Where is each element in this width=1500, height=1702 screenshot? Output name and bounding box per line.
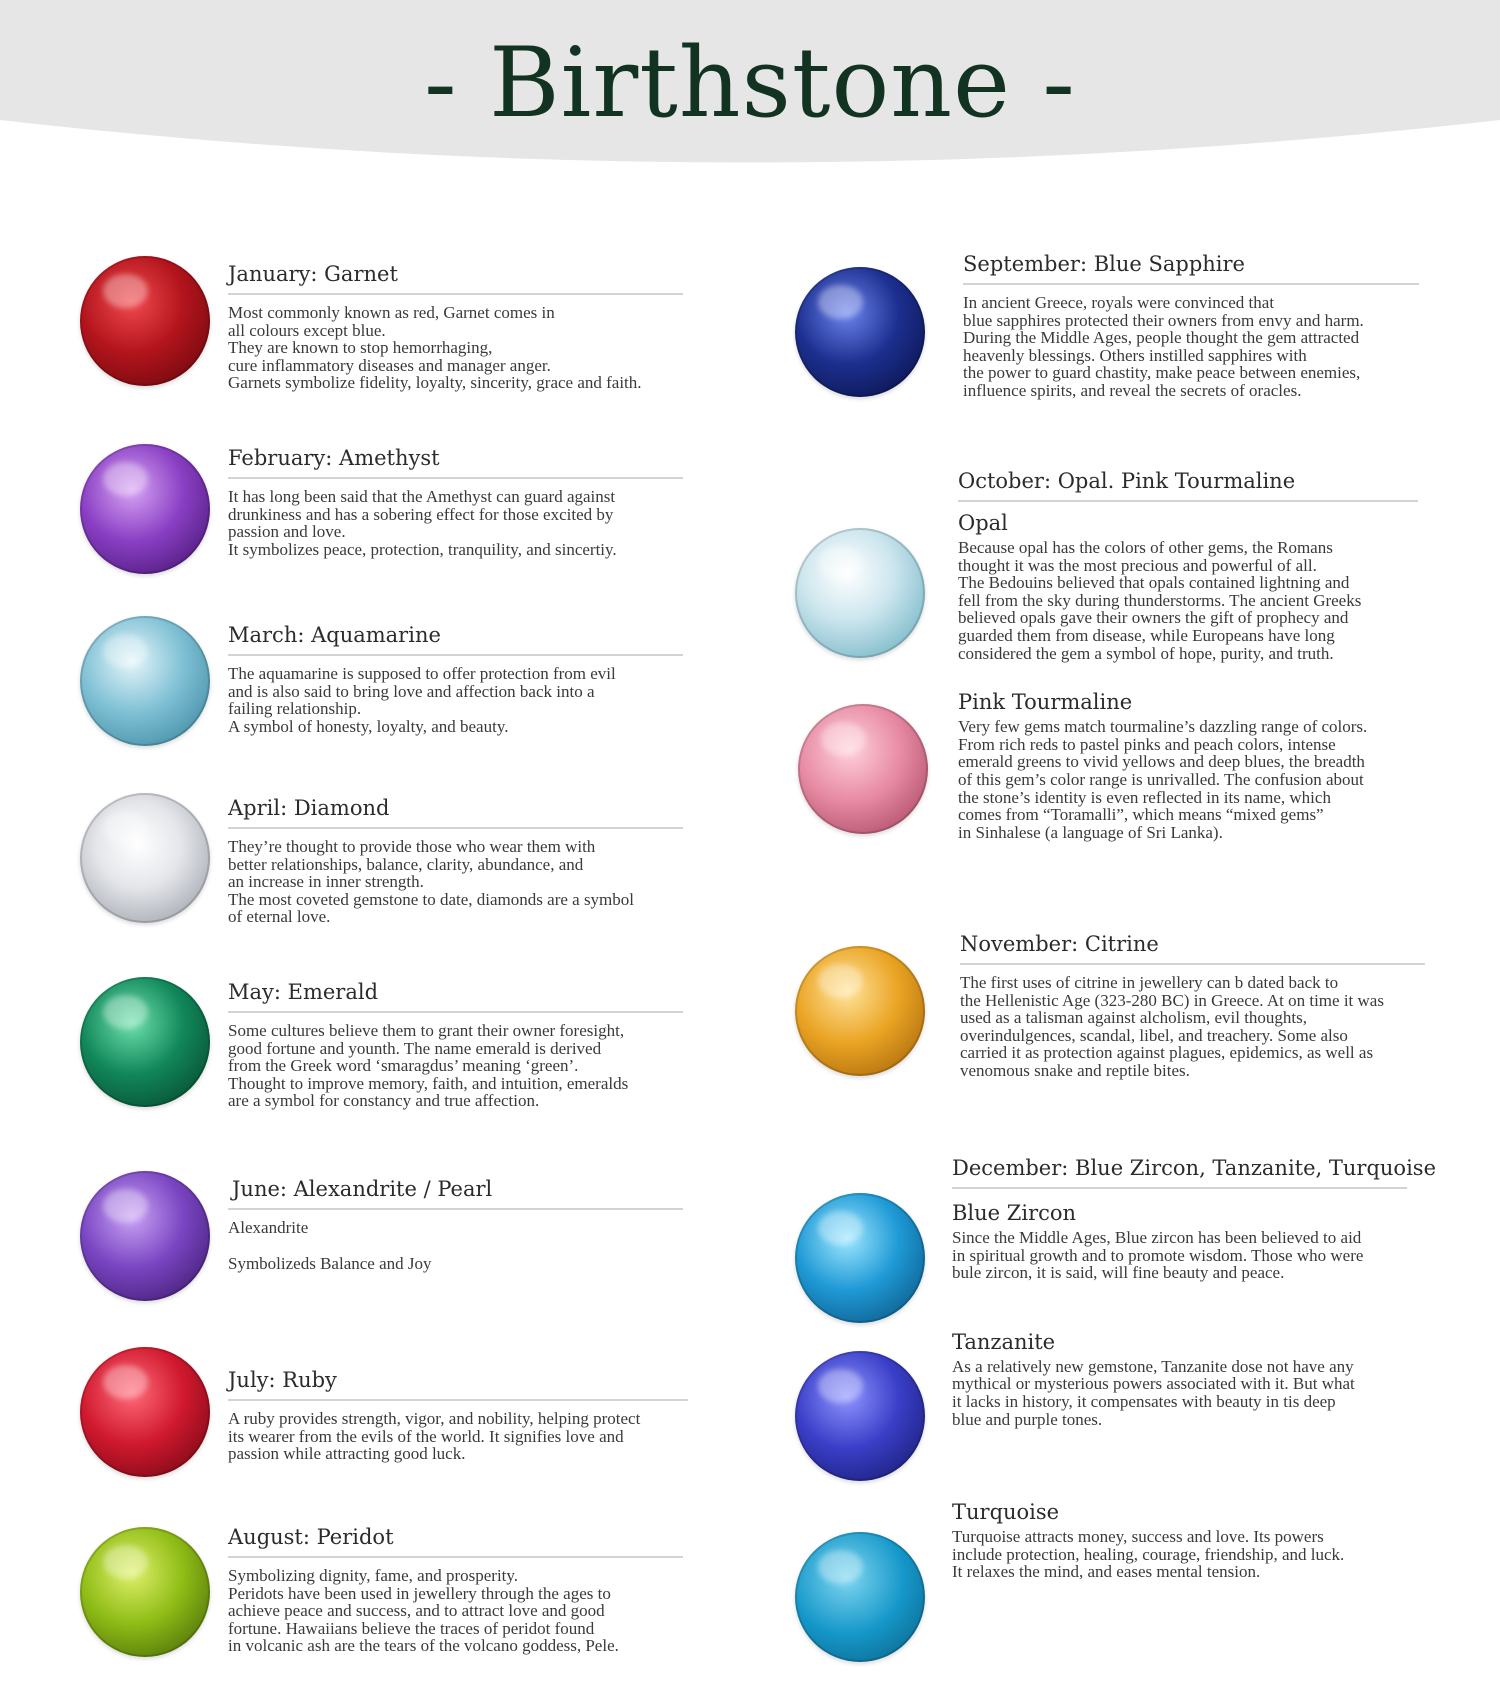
emerald-gem-image [80,977,210,1107]
april-body: They’re thought to provide those who wear them with better relationships, balance, clarity, abundance, and an increase in inner strength. The most coveted gemstone to date, diamonds are a symbol of eternal love. [228,837,635,927]
august-heading: August: Peridot [228,1525,683,1558]
alexandrite-gem-image [80,1171,210,1301]
turquoise-body: Turquoise attracts money, success and love. Its powers include protection, healing, courage, friendship, and luck. It relaxes the mind, and eases mental tension. [952,1527,1345,1582]
aquamarine-gem-image [80,616,210,746]
blue-sapphire-gem-image [795,267,925,397]
march-body: The aquamarine is supposed to offer protection from evil and is also said to bring love and affection back into a failing relationship. A symbol of honesty, loyalty, and beauty. [228,664,616,736]
diamond-gem-image [80,793,210,923]
garnet-gem-image [80,256,210,386]
june-heading: June: Alexandrite / Pearl [228,1177,683,1210]
february-heading: February: Amethyst [228,446,683,479]
september-body: In ancient Greece, royals were convinced that blue sapphires protected their owners from envy and harm. During the Middle Ages, people thought the gem attracted heavenly blessings. Others instilled sapphires with the power to guard chastity, make peace between enemies, influence spirits, and reveal the secrets of oracles. [963,293,1364,400]
tanzanite-body: As a relatively new gemstone, Tanzanite dose not have any mythical or mysterious powers associated with it. But what it lacks in history, it compensates with beauty in tis deep blue and purple tones. [952,1356,1355,1429]
november-block [960,932,1425,1080]
may-body: Some cultures believe them to grant their owner foresight, good fortune and younth. The name emerald is derived from the Greek word ‘smaragdus’ meaning ‘green’. Thought to improve memory, faith, and intuition, emeralds are a symbol for constancy and true affection. [228,1021,629,1111]
june-block [228,1177,683,1272]
pink-tourmaline-subheading: Pink Tourmaline [958,690,1133,715]
june-line-symbolizes: Symbolizeds Balance and Joy [228,1253,432,1273]
september-heading: September: Blue Sapphire [963,252,1419,285]
july-heading: July: Ruby [228,1368,688,1401]
november-heading: November: Citrine [960,932,1425,965]
december-heading: December: Blue Zircon, Tanzanite, Turquoise [952,1156,1407,1189]
may-heading: May: Emerald [228,980,683,1013]
december-block [952,1156,1436,1582]
october-heading: October: Opal. Pink Tourmaline [958,469,1418,502]
july-block [228,1368,688,1463]
april-block [228,796,683,926]
blue-zircon-gem-image [795,1193,925,1323]
january-body: Most commonly known as red, Garnet comes in all colours except blue. They are known to stop hemorrhaging, cure inflammatory diseases and manager anger. Garnets symbolize fidelity, loyalty, sincerity, grace and faith. [228,303,642,393]
march-block [228,623,683,735]
august-body: Symbolizing dignity, fame, and prosperity. Peridots have been used in jewellery through the ages to achieve peace and success, and to attract love and good fortune. Hawaiians believe the traces of peridot found in volcanic ash are the tears of the volcano goddess, Pele. [228,1566,619,1656]
blue-zircon-body: Since the Middle Ages, Blue zircon has been believed to aid in spiritual growth and to promote wisdom. Those who were bule zircon, it is said, will fine beauty and peace. [952,1228,1364,1283]
october-block [958,469,1418,841]
february-block [228,446,683,558]
opal-subheading: Opal [958,511,1008,535]
pink-tourmaline-gem-image [798,704,928,834]
turquoise-subheading: Turquoise [952,1500,1060,1525]
july-body: A ruby provides strength, vigor, and nobility, helping protect its wearer from the evils of the world. It signifies love and passion while attracting good luck. [228,1409,641,1464]
tanzanite-gem-image [795,1351,925,1481]
opal-gem-image [795,528,925,658]
ruby-gem-image [80,1347,210,1477]
tanzanite-subheading: Tanzanite [952,1329,1056,1354]
page-title: - Birthstone - [424,27,1076,139]
august-block [228,1525,683,1655]
november-body: The first uses of citrine in jewellery can b dated back to the Hellenistic Age (323-280 BC) in Greece. At on time it was used as a talisman against alcholism, evil thoughts, overindulgences, scandal, libel, and treachery. Some also carried it as protection against plagues, epidemics, as well as venomous snake and reptile bites. [960,973,1384,1080]
amethyst-gem-image [80,444,210,574]
may-block [228,980,683,1110]
september-block [963,252,1419,400]
january-block [228,262,683,392]
opal-body: Because opal has the colors of other gems, the Romans thought it was the most precious and powerful of all. The Bedouins believed that opals contained lightning and fell from the sky during thunderstorms. The ancient Greeks believed opals gave their owners the gift of prophecy and guarded them from disease, while Europeans have long considered the gem a symbol of hope, purity, and truth. [958,538,1362,663]
pink-tourmaline-body: Very few gems match tourmaline’s dazzling range of colors. From rich reds to pastel pinks and peach colors, intense emerald greens to vivid yellows and deep blues, the breadth of this gem’s color range is unrivalled. The confusion about the stone’s identity is even reflected in its name, which comes from “Toramalli”, which means “mixed gems” in Sinhalese (a language of Sri Lanka). [958,717,1368,842]
march-heading: March: Aquamarine [228,623,683,656]
april-heading: April: Diamond [228,796,683,829]
citrine-gem-image [795,946,925,1076]
january-heading: January: Garnet [228,262,683,295]
blue-zircon-subheading: Blue Zircon [952,1201,1077,1225]
peridot-gem-image [80,1527,210,1657]
february-body: It has long been said that the Amethyst can guard against drunkiness and has a sobering effect for those excited by passion and love. It symbolizes peace, protection, tranquility, and sincertiy. [228,487,617,559]
turquoise-gem-image [795,1532,925,1662]
june-line-alexandrite: Alexandrite [228,1218,309,1237]
